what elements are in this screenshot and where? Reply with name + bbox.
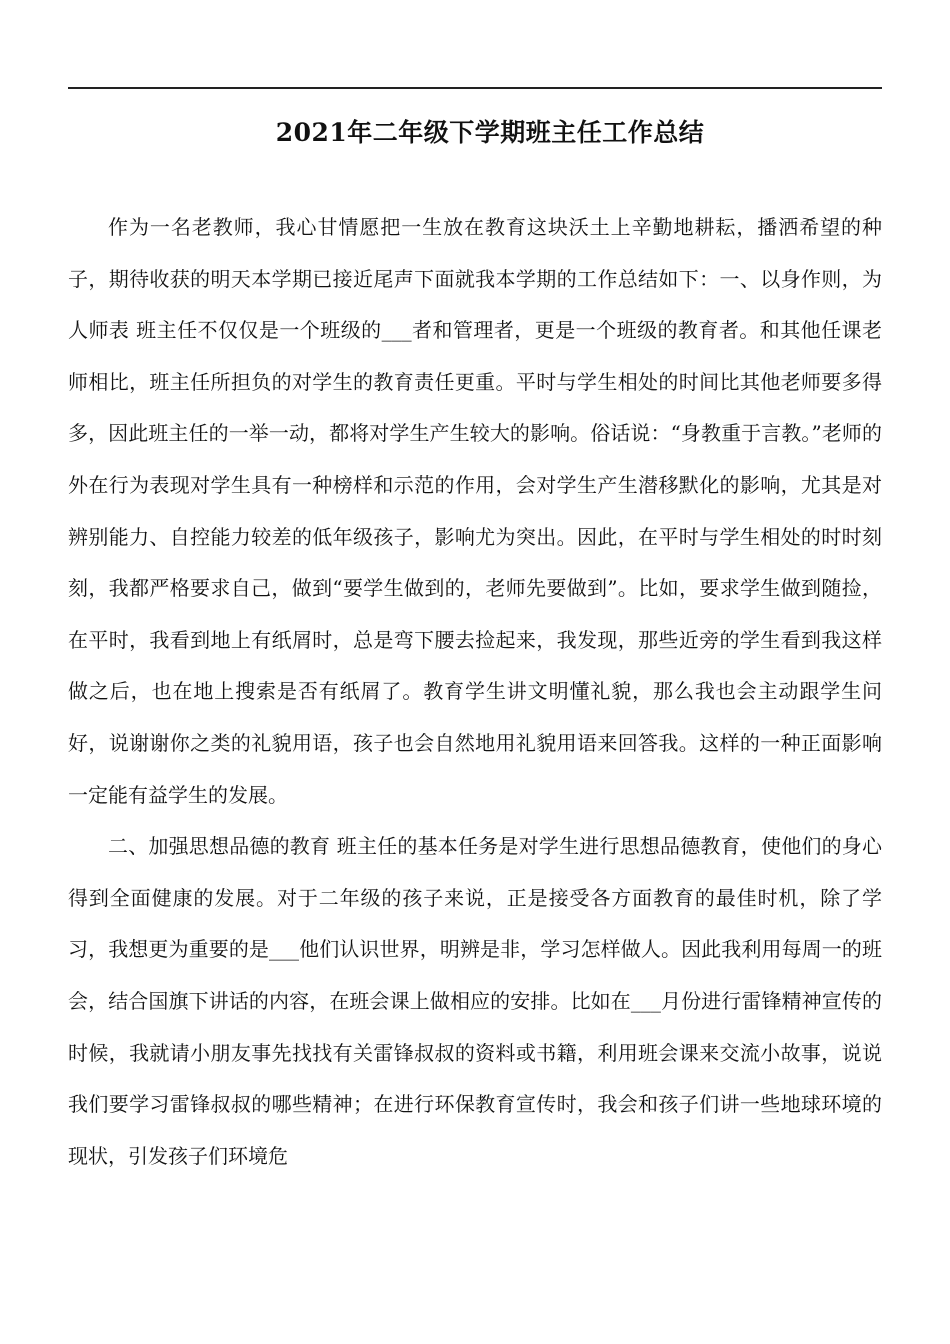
document-body xyxy=(68,202,882,1182)
paragraph-2: 二、加强思想品德的教育 班主任的基本任务是对学生进行思想品德教育，使他们的身心得到全面健康的发展。对于二年级的孩子来说，正是接受各方面教育的最佳时机，除了学习，我想更为重要的是___他们认识世界，明辨是非，学习怎样做人。因此我利用每周一的班会，结合国旗下讲话的内容，在班会课上做相应的安排。比如在___月份进行雷锋精神宣传的时候，我就请小朋友事先找找有关雷锋叔叔的资料或书籍，利用班会课来交流小故事，说说我们要学习雷锋叔叔的哪些精神；在进行环保教育宣传时，我会和孩子们讲一些地球环境的现状，引发孩子们环境危 xyxy=(68,834,882,1168)
paragraph-1: 作为一名老教师，我心甘情愿把一生放在教育这块沃土上辛勤地耕耘，播洒希望的种子，期待收获的明天本学期已接近尾声下面就我本学期的工作总结如下：一、以身作则，为人师表 班主任不仅仅是一个班级的___者和管理者，更是一个班级的教育者。和其他任课老师相比，班主任所担负的对学生的教育责任更重。平时与学生相处的时间比其他老师要多得多，因此班主任的一举一动，都将对学生产生较大的影响。俗话说：“身教重于言教。”老师的外在行为表现对学生具有一种榜样和示范的作用，会对学生产生潜移默化的影响，尤其是对辨别能力、自控能力较差的低年级孩子，影响尤为突出。因此，在平时与学生相处的时时刻刻，我都严格要求自己，做到“要学生做到的，老师先要做到”。比如，要求学生做到随捡，在平时，我看到地上有纸屑时，总是弯下腰去捡起来，我发现，那些近旁的学生看到我这样做之后，也在地上搜索是否有纸屑了。教育学生讲文明懂礼貌，那么我也会主动跟学生问好，说谢谢你之类的礼貌用语，孩子也会自然地用礼貌用语来回答我。这样的一种正面影响一定能有益学生的发展。 xyxy=(68,215,882,807)
document-title: 2021年二年级下学期班主任工作总结 xyxy=(275,117,705,147)
header-rule xyxy=(68,87,882,89)
